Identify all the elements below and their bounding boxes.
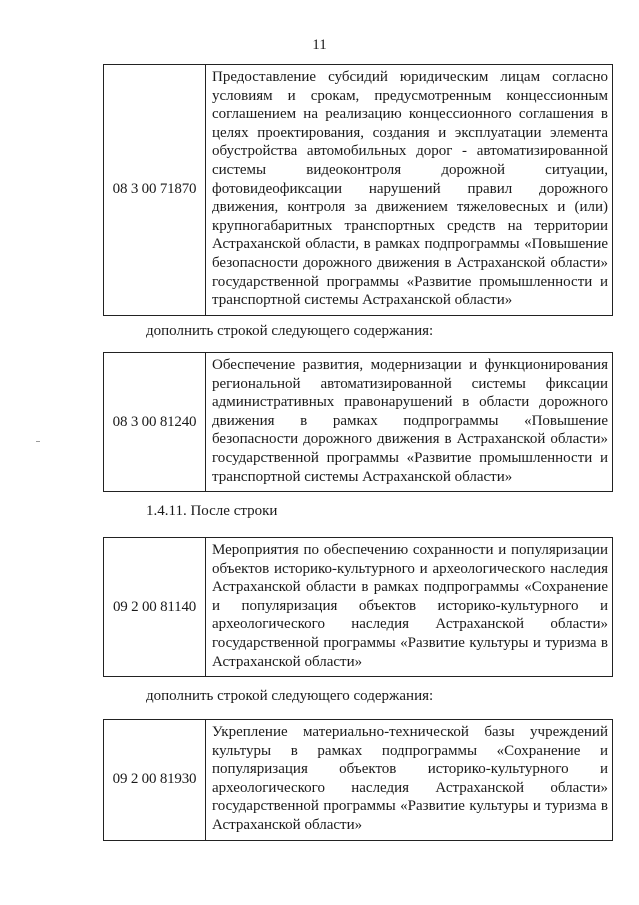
description-cell: Мероприятия по обеспечению сохранности и популяризации объектов историко-культурного и археологического наследия Астраханской области в рамках подпрограммы «Сохранение и популяризация объектов историко-культурного и археологического наследия Астраханской области» государственной программы «Развитие культуры и туризма в Астраханской области»	[206, 538, 613, 677]
budget-code-cell: 09 2 00 81140	[104, 538, 206, 677]
description-cell: Укрепление материально-технической базы учреждений культуры в рамках подпрограммы «Сохранение и популяризация объектов историко-культурного и археологического наследия Астраханской области» государственной программы «Развитие культуры и туризма в Астраханской области»	[206, 720, 613, 841]
description-cell: Обеспечение развития, модернизации и функционирования региональной автоматизированной системы фиксации административных правонарушений в области дорожного движения в рамках подпрограммы «Повышение безопасности дорожного движения в Астраханской области» государственной программы «Развитие промышленности и транспортной системы Астраханской области»	[206, 353, 613, 492]
budget-code-table-2	[103, 352, 613, 492]
supplement-paragraph: дополнить строкой следующего содержания:	[146, 323, 434, 339]
budget-code-cell: 08 3 00 81240	[104, 353, 206, 492]
description-cell: Предоставление субсидий юридическим лицам согласно условиям и срокам, предусмотренным концессионным соглашением на реализацию концессионного соглашения в целях проектирования, создания и эксплуатации элемента обустройства автомобильных дорог - автоматизированной системы видеоконтроля дорожной ситуации, фотовидеофиксации нарушений правил дорожного движения, контроля за движением тяжеловесных и (или) крупногабаритных транспортных средств на территории Астраханской области, в рамках подпрограммы «Повышение безопасности дорожного движения в Астраханской области» государственной программы «Развитие промышленности и транспортной системы Астраханской области»	[206, 65, 613, 316]
budget-code-table-3	[103, 537, 613, 677]
supplement-paragraph: дополнить строкой следующего содержания:	[146, 688, 434, 704]
table-row	[104, 538, 613, 677]
page-number: 11	[312, 37, 327, 53]
budget-code-cell: 08 3 00 71870	[104, 65, 206, 316]
budget-code-table-4	[103, 719, 613, 841]
section-heading: 1.4.11. После строки	[146, 503, 278, 519]
table-row	[104, 353, 613, 492]
table-row	[104, 65, 613, 316]
budget-code-table-1	[103, 64, 613, 316]
margin-mark	[36, 441, 40, 442]
table-row	[104, 720, 613, 841]
budget-code-cell: 09 2 00 81930	[104, 720, 206, 841]
